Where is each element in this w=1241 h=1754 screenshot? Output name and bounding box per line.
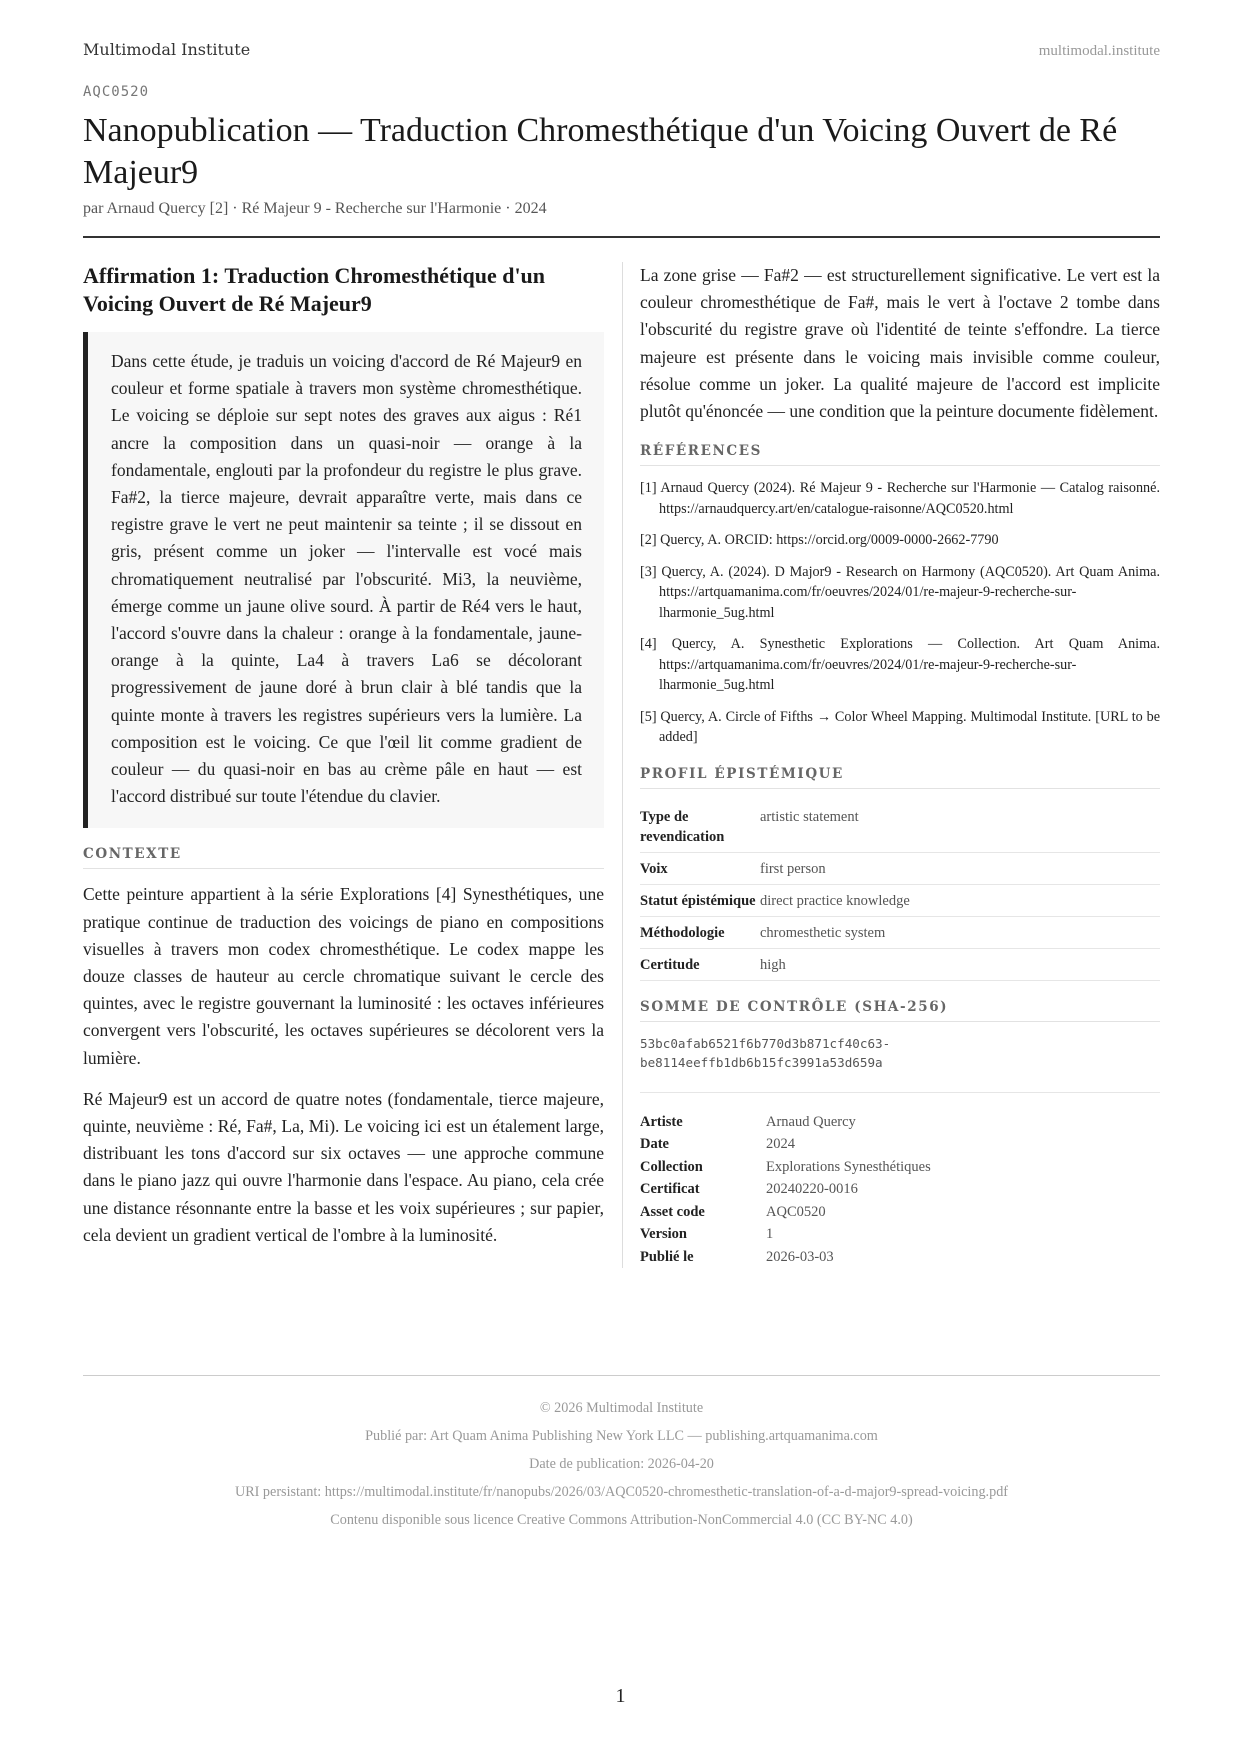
right-column — [622, 262, 1160, 1268]
table-row — [640, 948, 1160, 980]
table-row — [640, 1156, 931, 1179]
references-heading: RÉFÉRENCES — [640, 443, 1160, 466]
checksum-heading: SOMME DE CONTRÔLE (SHA-256) — [640, 999, 1160, 1022]
meta-value: 2026-03-03 — [766, 1248, 834, 1265]
table-row — [640, 801, 1160, 853]
footer-publication-date: Date de publication: 2026-04-20 — [529, 1456, 714, 1472]
context-paragraph-3: La zone grise — Fa#2 — est structurellement significative. Le vert est la couleur chromesthétique de Fa#, mais le vert à l'octave 2 tombe dans l'obscurité du registre grave où l'identité de teinte s'effondre. La tierce majeure est présente dans le voicing mais invisible comme couleur, résolue comme un joker. La qualité majeure de l'accord est implicite plutôt qu'énoncée — une condition que la peinture documente fidèlement. — [640, 265, 1160, 422]
footer-license: Contenu disponible sous licence Creative Commons Attribution-NonCommercial 4.0 (CC BY-NC 4.0) — [330, 1512, 913, 1528]
meta-key: Version — [640, 1226, 687, 1243]
meta-value: Explorations Synesthétiques — [766, 1158, 931, 1175]
meta-value: 20240220-0016 — [766, 1181, 858, 1198]
footer-copyright: © 2026 Multimodal Institute — [539, 1400, 704, 1416]
footer-persistent-uri[interactable]: URI persistant: https://multimodal.institute/fr/nanopubs/2026/03/AQC0520-chromesthetic-translation-of-a-d-major9-spread-voicing.pdf — [234, 1484, 1009, 1500]
table-row — [640, 1178, 931, 1201]
profile-key: Voix — [640, 852, 760, 884]
claim-abstract: Dans cette étude, je traduis un voicing d'accord de Ré Majeur9 en couleur et forme spatiale à travers mon système chromesthétique. Le voicing se déploie sur sept notes des graves aux aigus : Ré1 ancre la composition dans un quasi-noir — orange à la fondamentale, englouti par la profondeur du registre le plus grave. Fa#2, la tierce majeure, devrait apparaître verte, mais dans ce registre grave le vert ne peut maintenir sa teinte ; il se dissout en gris, présent comme un joker — l'intervalle est vocé mais chromatiquement neutralisé par l'obscurité. Mi3, la neuvième, émerge comme un jaune olive sourd. À partir de Ré4 vers le haut, l'accord s'ouvre dans la chaleur : orange à la fondamentale, jaune-orange à la quinte, La4 à travers La6 se décolorant progressivement de jaune doré à brun clair à blé tandis que la quinte monte à travers les registres supérieurs vers la lumière. La composition est le voicing. Ce que l'œil lit comme gradient de couleur — du quasi-noir en bas au crème pâle en haut — est l'accord distribué sur toute l'étendue du clavier. — [83, 332, 604, 828]
meta-key: Certificat — [640, 1181, 700, 1198]
meta-value: 1 — [766, 1226, 774, 1243]
meta-value: AQC0520 — [766, 1203, 826, 1220]
meta-value: Arnaud Quercy — [766, 1113, 856, 1130]
claim-heading: Affirmation 1: Traduction Chromesthétique d'un Voicing Ouvert de Ré Majeur9 — [83, 263, 546, 316]
left-column — [83, 262, 622, 1268]
reference-item[interactable]: [3] Quercy, A. (2024). D Major9 - Research on Harmony (AQC0520). Art Quam Anima. https://artquamanima.com/fr/oeuvres/2024/01/re-majeur-9-recherche-sur-lharmonie_5ug.html — [640, 563, 1160, 621]
byline: par Arnaud Quercy [2] · Ré Majeur 9 - Recherche sur l'Harmonie · 2024 — [83, 200, 547, 217]
header-bar — [83, 40, 1160, 70]
table-row — [640, 852, 1160, 884]
reference-item: [5] Quercy, A. Circle of Fifths → Color Wheel Mapping. Multimodal Institute. [URL to be added] — [640, 708, 1160, 746]
table-row — [640, 1133, 931, 1156]
two-column-body — [83, 262, 1160, 1268]
profile-value: direct practice knowledge — [760, 884, 1160, 916]
profile-value: chromesthetic system — [760, 916, 1160, 948]
asset-code: AQC0520 — [83, 84, 150, 100]
checksum-value — [640, 1034, 1160, 1093]
references-list — [640, 478, 1160, 748]
reference-item[interactable]: [2] Quercy, A. ORCID: https://orcid.org/0009-0000-2662-7790 — [640, 532, 999, 549]
metadata-table — [640, 1111, 931, 1269]
meta-key: Date — [640, 1136, 669, 1153]
profile-key: Type de revendication — [640, 801, 760, 853]
profile-key: Méthodologie — [640, 916, 760, 948]
header-divider — [83, 236, 1160, 238]
meta-value: 2024 — [766, 1136, 795, 1153]
reference-item[interactable]: [4] Quercy, A. Synesthetic Explorations — Collection. Art Quam Anima. https://artquamanima.com/fr/oeuvres/2024/01/re-majeur-9-recherche-sur-lharmonie_5ug.html — [640, 636, 1160, 694]
profile-value: high — [760, 948, 1160, 980]
table-row — [640, 1201, 931, 1224]
table-row — [640, 1111, 931, 1134]
context-paragraph-1: Cette peinture appartient à la série Explorations [4] Synesthétiques, une pratique continue de traduction des voicings de piano en compositions visuelles à travers mon codex chromesthétique. Le codex mappe les douze classes de hauteur au cercle chromatique suivant le cercle des quintes, avec le registre gouvernant la luminosité : les octaves inférieures convergent vers l'obscurité, les octaves supérieures se décolorent vers la lumière. — [83, 884, 604, 1068]
epistemic-profile-table — [640, 801, 1160, 981]
profile-key: Certitude — [640, 948, 760, 980]
institute-name: Multimodal Institute — [83, 40, 251, 59]
table-row — [640, 1223, 931, 1246]
document-page — [83, 40, 1160, 1268]
meta-key: Artiste — [640, 1113, 683, 1130]
page-title: Nanopublication — Traduction Chromesthétique d'un Voicing Ouvert de Ré Majeur9 — [83, 112, 1118, 191]
table-row — [640, 916, 1160, 948]
profile-key: Statut épistémique — [640, 884, 760, 916]
meta-key: Publié le — [640, 1248, 694, 1265]
profile-value: first person — [760, 852, 1160, 884]
checksum-line-1: 53bc0afab6521f6b770d3b871cf40c63- — [640, 1035, 891, 1051]
meta-key: Asset code — [640, 1203, 705, 1220]
reference-item[interactable]: [1] Arnaud Quercy (2024). Ré Majeur 9 - Recherche sur l'Harmonie — Catalog raisonné. https://arnaudquercy.art/en/catalogue-raisonne/AQC0520.html — [640, 480, 1160, 517]
context-heading: CONTEXTE — [83, 846, 604, 869]
footer-publisher: Publié par: Art Quam Anima Publishing New York LLC — publishing.artquamanima.com — [365, 1428, 878, 1444]
profile-value: artistic statement — [760, 801, 1160, 853]
meta-key: Collection — [640, 1158, 703, 1175]
checksum-line-2: be8114eeffb1db6b15fc3991a53d659a — [640, 1054, 883, 1070]
table-row — [640, 884, 1160, 916]
table-row — [640, 1246, 931, 1269]
context-paragraph-2: Ré Majeur9 est un accord de quatre notes (fondamentale, tierce majeure, quinte, neuvième : Ré, Fa#, La, Mi). Le voicing ici est un étalement large, distribuant les tons d'accord sur six octaves — une approche commune dans le piano jazz qui ouvre l'harmonie dans l'espace. Au piano, cela crée une distance résonnante entre la basse et les voix supérieures ; sur papier, cela devient un gradient vertical de l'ombre à la luminosité. — [83, 1088, 604, 1245]
page-footer — [83, 1375, 1160, 1534]
page-number: 1 — [615, 1685, 626, 1707]
profile-heading: PROFIL ÉPISTÉMIQUE — [640, 766, 1160, 789]
institute-domain-link[interactable]: multimodal.institute — [1038, 43, 1160, 59]
